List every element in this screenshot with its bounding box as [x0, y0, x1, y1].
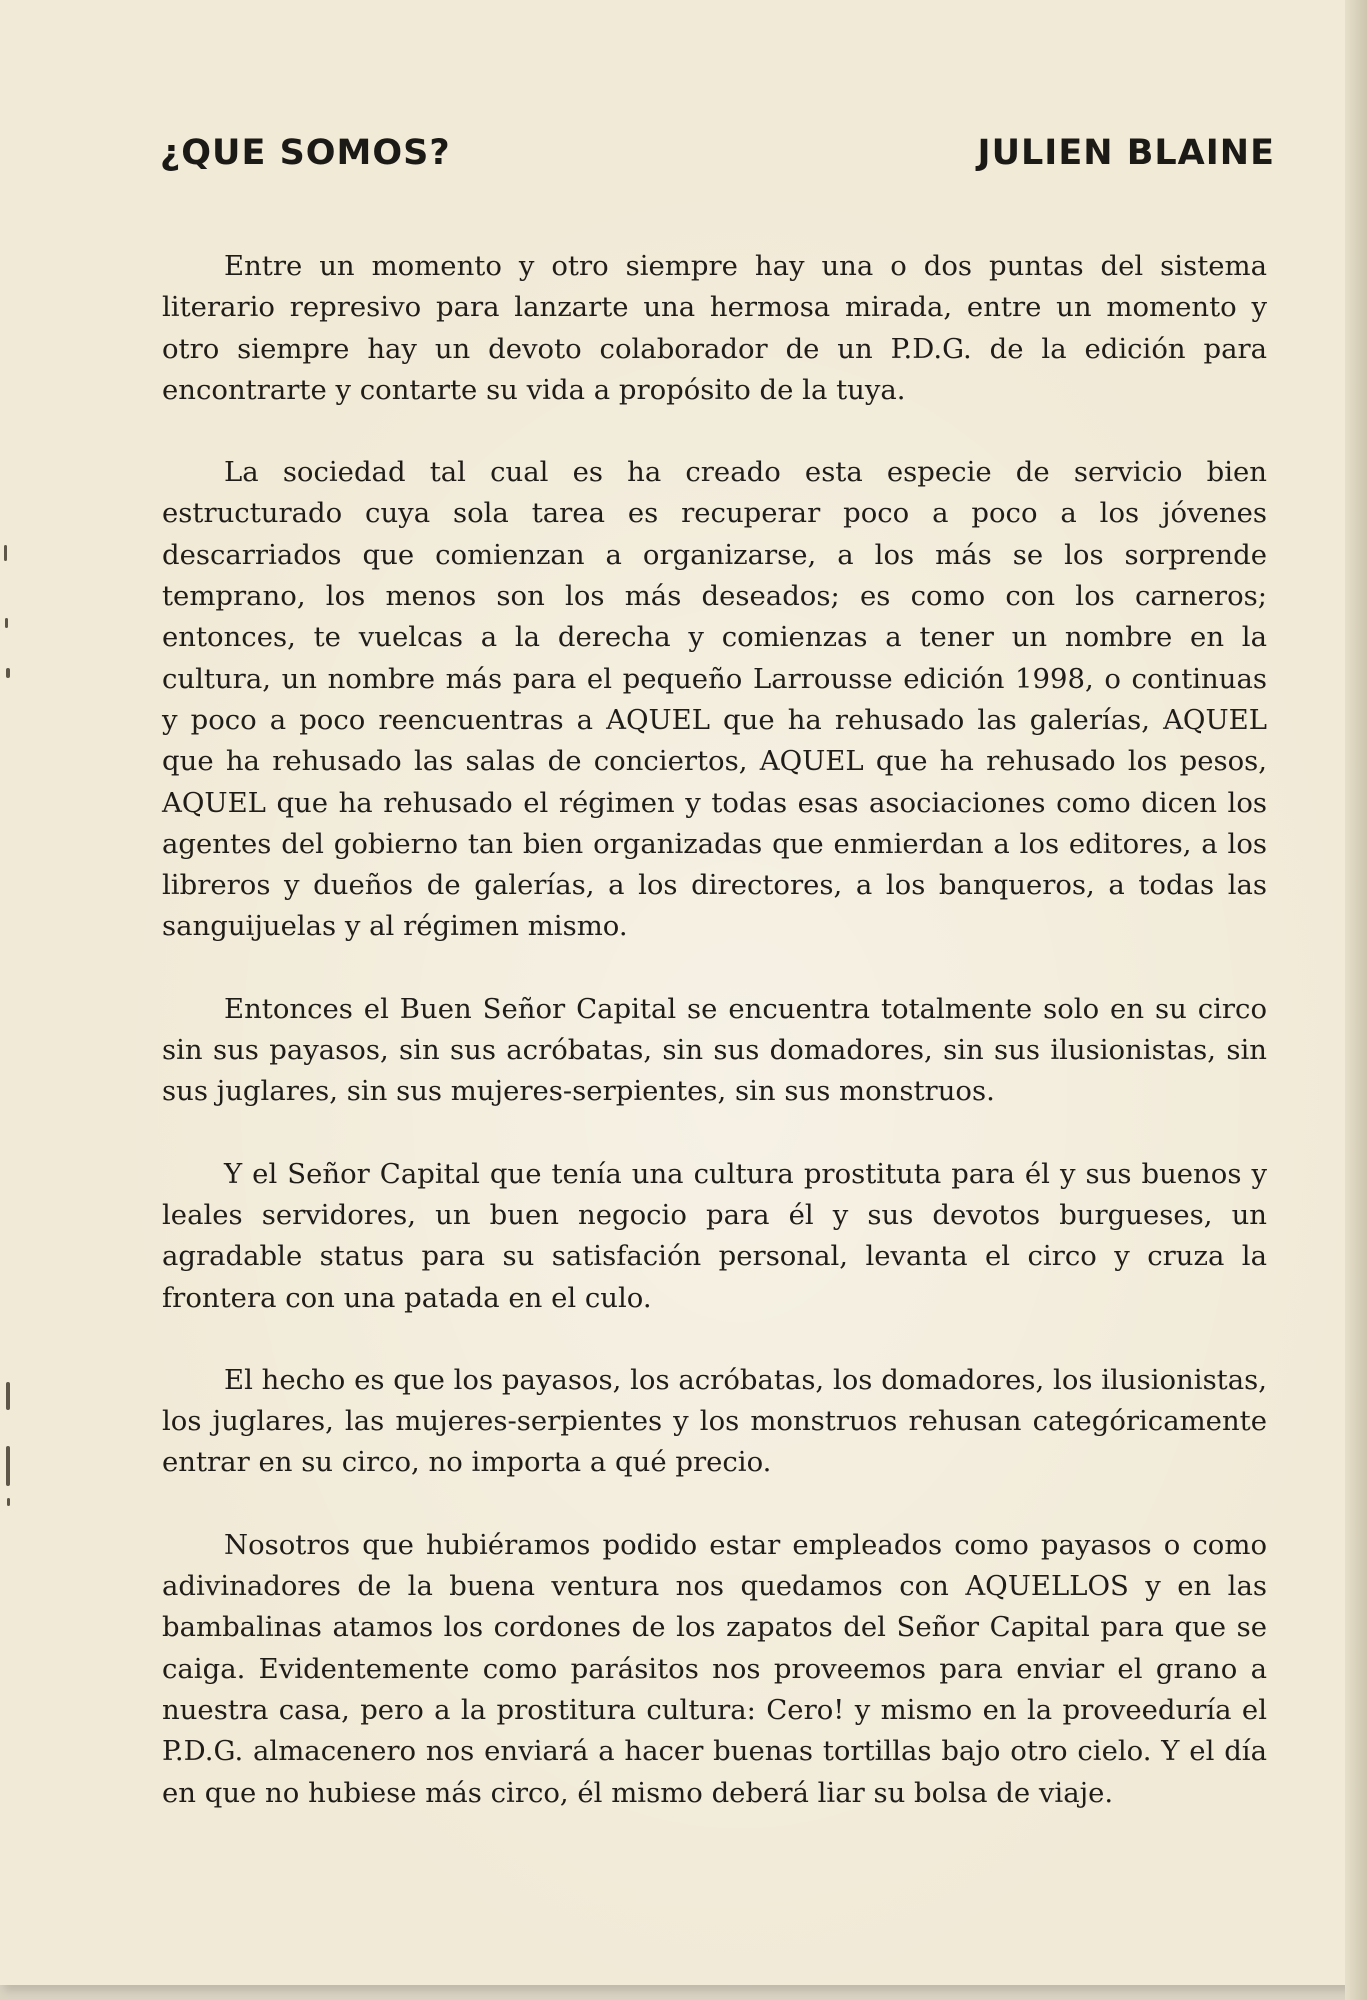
binding-mark	[6, 1446, 10, 1486]
paragraph-3: Entonces el Buen Señor Capital se encuentra totalmente solo en su circo sin sus payasos, sin sus acróbatas, sin sus domadores, sin sus ilusionistas, sin sus juglares, sin sus mujeres-serpientes, sin sus monstruos.	[162, 992, 1267, 1108]
binding-mark	[5, 618, 8, 628]
binding-mark	[6, 668, 10, 678]
binding-mark	[4, 545, 7, 561]
page-header	[160, 128, 1275, 178]
paragraph-1: Entre un momento y otro siempre hay una o dos puntas del sistema literario represivo para lanzarte una hermosa mirada, entre un momento y otro siempre hay un devoto colaborador de un P.D.G. de la edición para encontrarte y contarte su vida a propósito de la tuya.	[162, 250, 1267, 406]
author-name: JULIEN BLAINE	[977, 133, 1275, 173]
paragraph-6: Nosotros que hubiéramos podido estar empleados como payasos o como adivinadores de la buena ventura nos quedamos con AQUELLOS y en las bambalinas atamos los cordones de los zapatos del Señor Capital para que se caiga. Evidentemente como parásitos nos proveemos para enviar el grano a nuestra casa, pero a la prostitura cultura: Cero! y mismo en la proveeduría el P.D.G. almacenero nos enviará a hacer buenas tortillas bajo otro cielo. Y el día en que no hubiese más circo, él mismo deberá liar su bolsa de viaje.	[162, 1528, 1267, 1809]
paragraph-2: La sociedad tal cual es ha creado esta especie de servicio bien estructurado cuya sola tarea es recuperar poco a poco a los jóvenes descarriados que comienzan a organizarse, a los más se los sorprende temprano, los menos son los más deseados; es como con los carneros; entonces, te vuelcas a la derecha y comienzas a tener un nombre en la cultura, un nombre más para el pequeño Larrousse edición 1998, o continuas y poco a poco reencuentras a AQUEL que ha rehusado las galerías, AQUEL que ha rehusado las salas de conciertos, AQUEL que ha rehusado los pesos, AQUEL que ha rehusado el régimen y todas esas asociaciones como dicen los agentes del gobierno tan bien organizadas que enmierdan a los editores, a los libreros y dueños de galerías, a los directores, a los banqueros, a todas las sanguijuelas y al régimen mismo.	[162, 456, 1267, 943]
paragraph-5: El hecho es que los payasos, los acróbatas, los domadores, los ilusionistas, los juglares, las mujeres-serpientes y los monstruos rehusan categóricamente entrar en su circo, no importa a qué precio.	[162, 1363, 1267, 1479]
binding-mark	[6, 1382, 10, 1410]
article-body	[162, 246, 1267, 1855]
paragraph-4: Y el Señor Capital que tenía una cultura prostituta para él y sus buenos y leales servidores, un buen negocio para él y sus devotos burgueses, un agradable status para su satisfación personal, levanta el circo y cruza la frontera con una patada en el culo.	[162, 1157, 1267, 1314]
binding-mark	[7, 1498, 10, 1506]
article-title: ¿QUE SOMOS?	[160, 133, 451, 173]
page-edge	[1345, 0, 1367, 2000]
